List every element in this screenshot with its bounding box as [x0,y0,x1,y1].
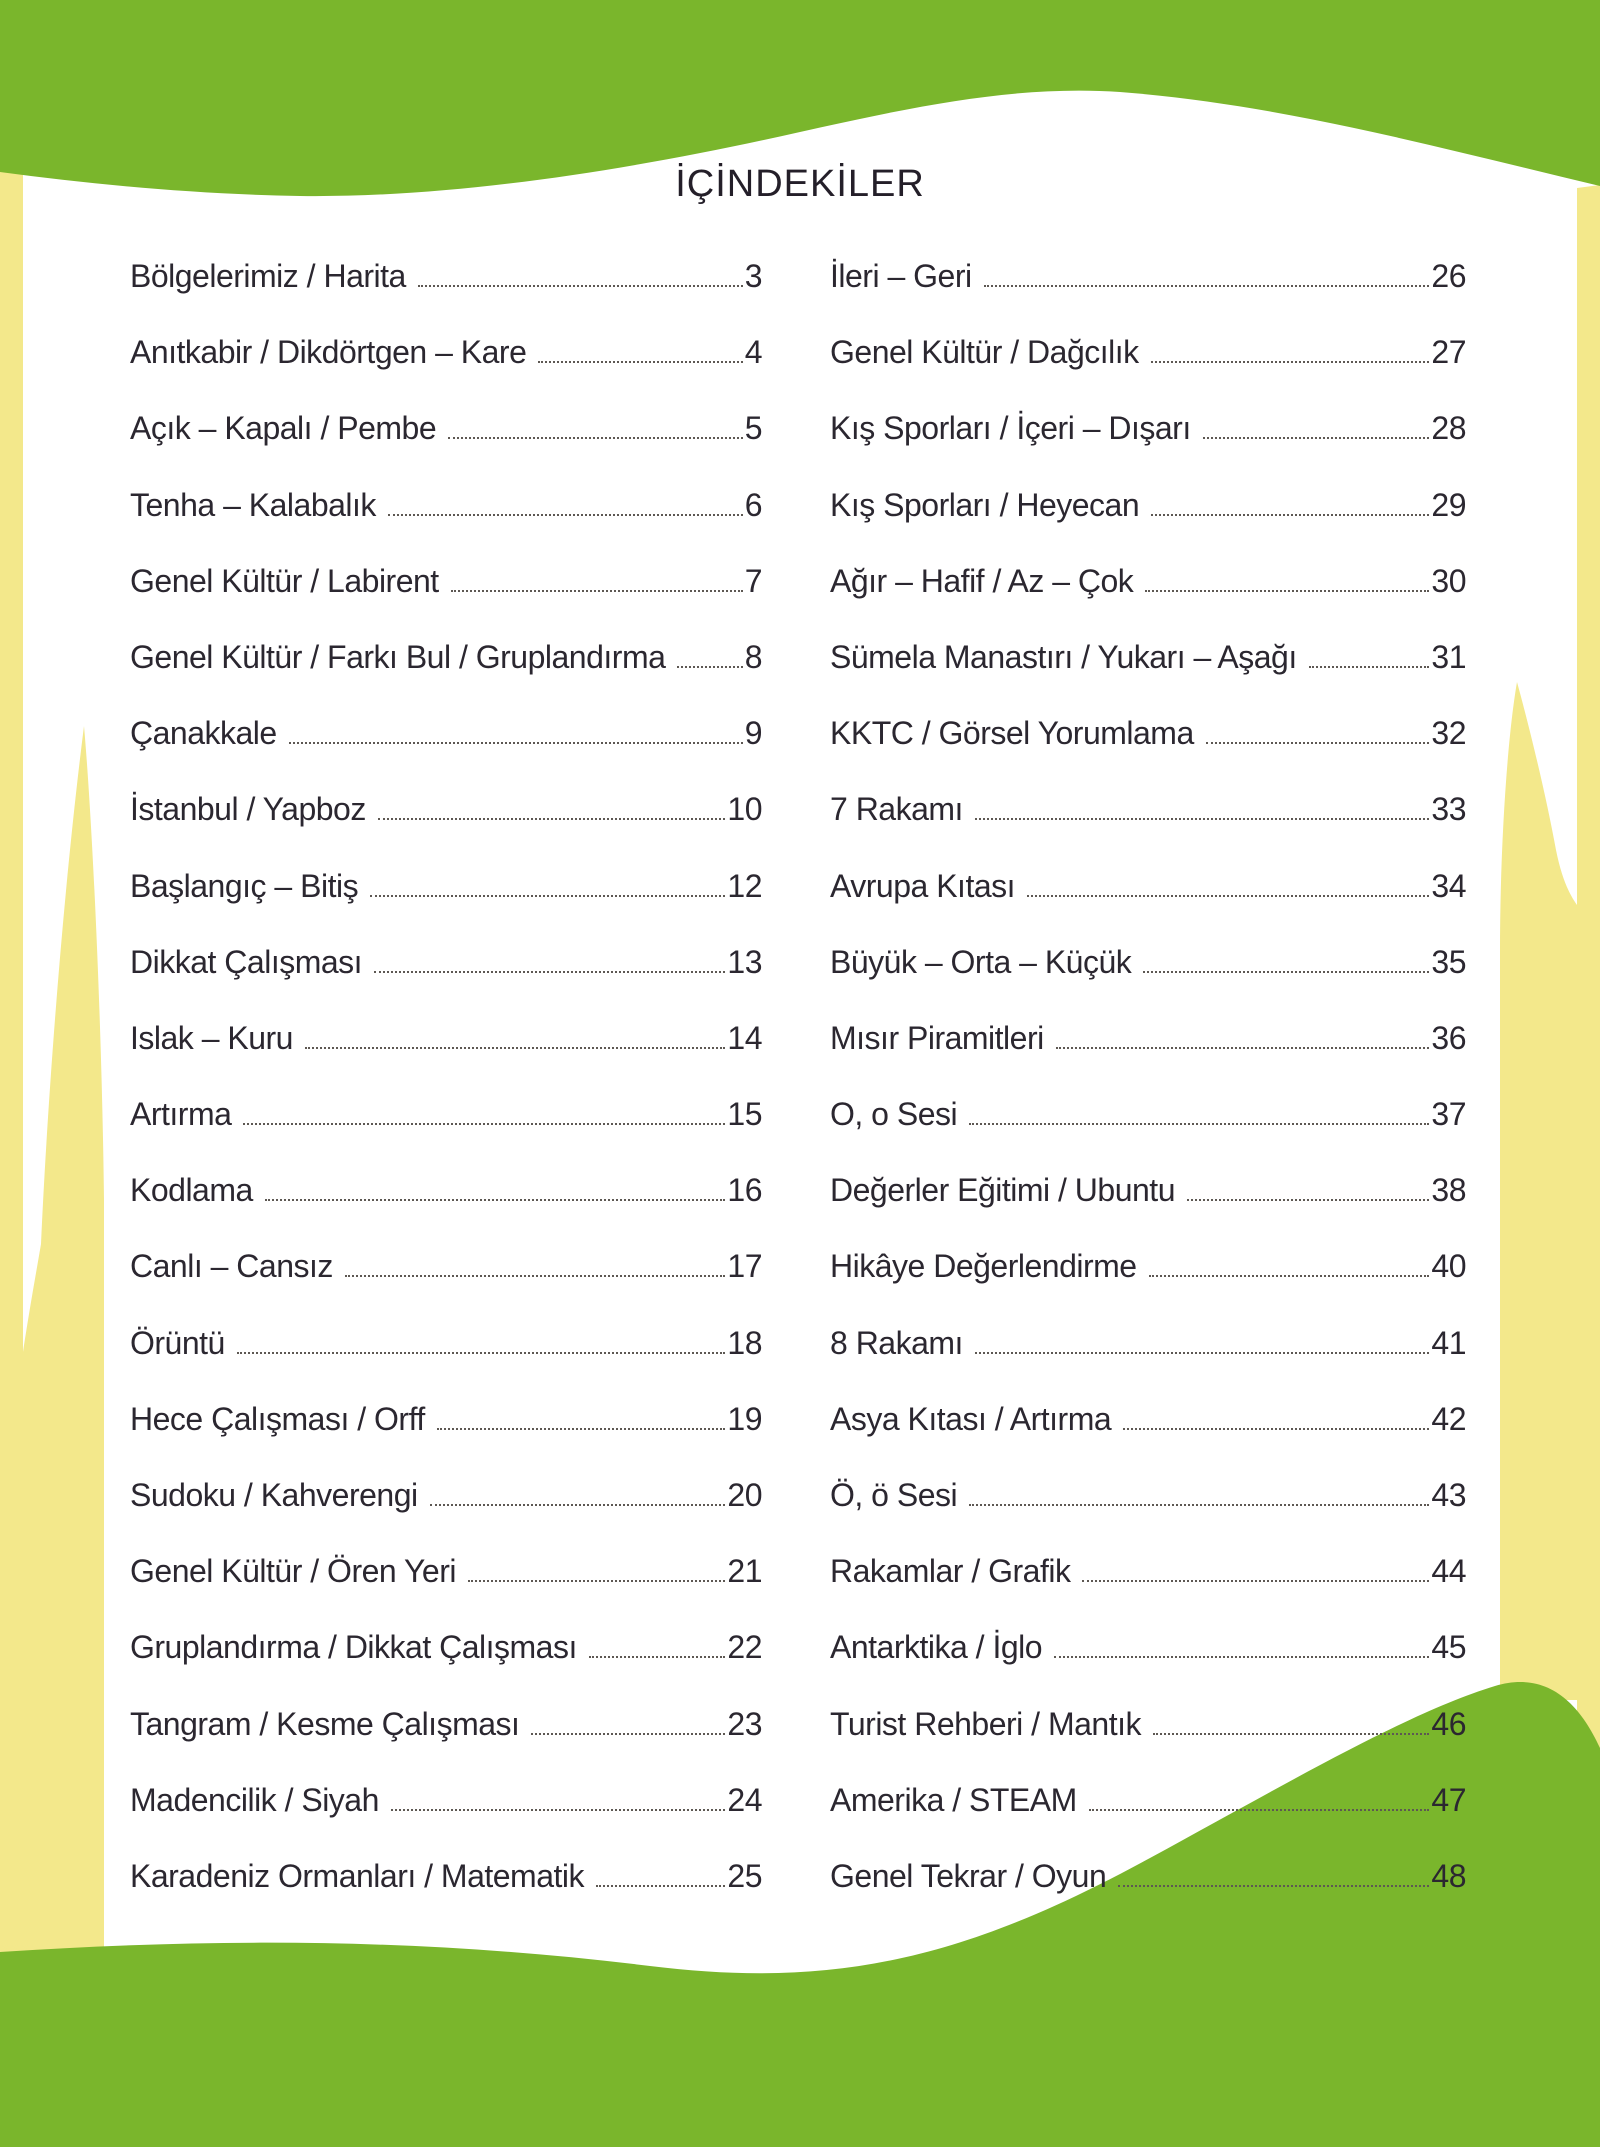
dotted-leader [1143,971,1429,973]
toc-row [830,1770,1466,1846]
dotted-leader [1054,1656,1429,1658]
dotted-leader [1056,1047,1430,1049]
dotted-leader [1153,1733,1429,1735]
dotted-leader [975,1352,1429,1354]
dotted-leader [1145,590,1429,592]
toc-entry-page: 30 [1431,562,1466,599]
toc-row [130,1617,762,1693]
dotted-leader [975,818,1429,820]
toc-row [130,932,762,1008]
toc-row [830,1465,1466,1541]
dotted-leader [345,1275,726,1277]
toc-entry-page: 23 [727,1705,762,1742]
dotted-leader [596,1885,725,1887]
toc-entry-page: 8 [744,638,762,675]
toc-entry-page: 26 [1431,258,1466,294]
dotted-leader [1082,1580,1429,1582]
toc-row [130,398,762,474]
toc-entry-page: 46 [1431,1705,1466,1742]
dotted-leader [1027,895,1429,897]
toc-row [830,1084,1466,1160]
dotted-leader [388,514,743,516]
toc-entry-page: 14 [727,1019,762,1056]
toc-entry-label: Antarktika / İglo [830,1629,1043,1666]
toc-entry-label: Kodlama [130,1172,253,1209]
toc-row [830,932,1466,1008]
dotted-leader [468,1580,725,1582]
toc-entry-label: Kış Sporları / Heyecan [830,486,1140,523]
toc-entry-label: Turist Rehberi / Mantık [830,1705,1141,1742]
dotted-leader [437,1428,726,1430]
toc-entry-label: Ö, ö Sesi [830,1477,958,1513]
dotted-leader [370,895,725,897]
toc-entry-label: Rakamlar / Grafik [830,1553,1071,1590]
toc-row [830,1160,1466,1236]
page-title: İÇİNDEKİLER [675,163,925,205]
toc-entry-label: Genel Kültür / Farkı Bul / Gruplandırma [130,638,666,675]
toc-row [830,779,1466,855]
toc-entry-page: 24 [727,1781,762,1818]
toc-entry-page: 13 [727,943,762,980]
toc-entry-page: 27 [1431,334,1466,371]
toc-row [130,1465,762,1541]
toc-row [130,1389,762,1465]
dotted-leader [677,666,742,668]
toc-entry-page: 29 [1431,486,1466,523]
toc-entry-page: 40 [1431,1248,1466,1285]
dotted-leader [1118,1885,1429,1887]
toc-row [830,1541,1466,1617]
toc-row [130,475,762,551]
toc-entry-label: Asya Kıtası / Artırma [830,1400,1112,1437]
toc-row [830,856,1466,932]
toc-entry-label: Amerika / STEAM [830,1781,1077,1818]
toc-row [830,1694,1466,1770]
toc-entry-label: Genel Kültür / Ören Yeri [130,1553,456,1590]
toc-entry-label: Genel Kültür / Dağcılık [830,334,1139,371]
toc-entry-label: Çanakkale [130,715,277,752]
toc-row [830,322,1466,398]
toc-entry-label: Örüntü [130,1324,225,1361]
toc-entry-page: 12 [727,867,762,904]
toc-entry-page: 18 [727,1324,762,1361]
toc-entry-label: Kış Sporları / İçeri – Dışarı [830,410,1191,447]
toc-entry-label: Avrupa Kıtası [830,867,1016,904]
toc-row [830,1236,1466,1312]
toc-entry-label: Canlı – Cansız [130,1248,333,1285]
toc-row [830,246,1466,322]
toc-entry-label: Tenha – Kalabalık [130,486,376,523]
toc-entry-page: 22 [727,1629,762,1666]
toc-entry-label: KKTC / Görsel Yorumlama [830,715,1194,752]
toc-entry-label: Gruplandırma / Dikkat Çalışması [130,1629,577,1666]
toc-entry-label: Islak – Kuru [130,1019,293,1056]
toc-entry-label: Madencilik / Siyah [130,1781,379,1818]
toc-entry-page: 32 [1431,715,1466,752]
toc-row [130,627,762,703]
toc-row [830,703,1466,779]
toc-entry-label: Büyük – Orta – Küçük [830,943,1132,980]
toc-entry-label: Artırma [130,1096,232,1133]
toc-entry-label: İstanbul / Yapboz [130,791,366,828]
toc-row [130,779,762,855]
toc-entry-page: 38 [1431,1172,1466,1209]
dotted-leader [448,437,743,439]
toc-entry-page: 5 [744,410,762,447]
toc-entry-label: İleri – Geri [830,258,972,294]
toc-row [130,1313,762,1389]
toc-entry-label: Sudoku / Kahverengi [130,1477,418,1513]
toc-entry-page: 16 [727,1172,762,1209]
dotted-leader [289,742,743,744]
toc-column-left [130,246,762,1922]
toc-entry-page: 20 [727,1477,762,1513]
toc-row [830,551,1466,627]
toc-entry-page: 37 [1431,1096,1466,1133]
dotted-leader [1149,1275,1430,1277]
toc-entry-label: Genel Tekrar / Oyun [830,1857,1107,1894]
toc-row [130,1084,762,1160]
toc-row [130,1160,762,1236]
dotted-leader [1187,1199,1429,1201]
toc-row [830,1313,1466,1389]
dotted-leader [538,361,742,363]
toc-row [130,1008,762,1084]
dotted-leader [237,1352,726,1354]
toc-entry-page: 9 [744,715,762,752]
toc-entry-label: Mısır Piramitleri [830,1019,1044,1056]
toc-entry-page: 4 [744,334,762,371]
toc-entry-label: 7 Rakamı [830,791,963,828]
toc-entry-label: Anıtkabir / Dikdörtgen – Kare [130,334,527,371]
toc-entry-page: 34 [1431,867,1466,904]
toc-row [130,1541,762,1617]
toc-entry-page: 35 [1431,943,1466,980]
toc-entry-label: Sümela Manastırı / Yukarı – Aşağı [830,638,1297,675]
toc-row [130,1694,762,1770]
toc-entry-page: 43 [1431,1477,1466,1513]
dotted-leader [1203,437,1430,439]
dotted-leader [451,590,743,592]
toc-row [130,1846,762,1922]
toc-column-right [830,246,1466,1922]
toc-entry-label: Tangram / Kesme Çalışması [130,1705,520,1742]
dotted-leader [1151,361,1430,363]
toc-entry-page: 15 [727,1096,762,1133]
toc-entry-page: 41 [1431,1324,1466,1361]
toc-entry-page: 19 [727,1400,762,1437]
toc-row [830,1008,1466,1084]
dotted-leader [1309,666,1430,668]
dotted-leader [243,1123,725,1125]
toc-entry-page: 3 [744,258,762,294]
toc-entry-page: 10 [727,791,762,828]
toc-row [830,1846,1466,1922]
toc-entry-label: 8 Rakamı [830,1324,963,1361]
dotted-leader [589,1656,726,1658]
toc-entry-page: 17 [727,1248,762,1285]
toc-entry-page: 31 [1431,638,1466,675]
toc-entry-page: 44 [1431,1553,1466,1590]
toc-entry-label: Genel Kültür / Labirent [130,562,439,599]
dotted-leader [1123,1428,1429,1430]
toc-row [130,856,762,932]
toc-entry-label: Ağır – Hafif / Az – Çok [830,562,1134,599]
dotted-leader [378,818,726,820]
toc-row [130,322,762,398]
toc-entry-page: 7 [744,562,762,599]
toc-entry-label: Değerler Eğitimi / Ubuntu [830,1172,1175,1209]
toc-row [830,398,1466,474]
toc-entry-label: Açık – Kapalı / Pembe [130,410,437,447]
dotted-leader [391,1809,726,1811]
toc-entry-label: Hece Çalışması / Orff [130,1400,425,1437]
dotted-leader [265,1199,726,1201]
toc-entry-label: Başlangıç – Bitiş [130,867,359,904]
dotted-leader [305,1047,725,1049]
dotted-leader [984,285,1430,287]
dotted-leader [1151,514,1429,516]
toc-entry-label: O, o Sesi [830,1096,958,1133]
dotted-leader [531,1733,725,1735]
dotted-leader [374,971,725,973]
toc-row [130,246,762,322]
toc-entry-page: 45 [1431,1629,1466,1666]
dotted-leader [1206,742,1430,744]
toc-row [830,1617,1466,1693]
toc-entry-page: 36 [1431,1019,1466,1056]
toc-entry-page: 21 [727,1553,762,1590]
toc-entry-label: Hikâye Değerlendirme [830,1248,1137,1285]
toc-row [830,1389,1466,1465]
toc-entry-label: Karadeniz Ormanları / Matematik [130,1857,584,1894]
dotted-leader [969,1123,1429,1125]
toc-entry-page: 33 [1431,791,1466,828]
toc-row [830,627,1466,703]
toc-entry-page: 42 [1431,1400,1466,1437]
toc-entry-page: 47 [1431,1781,1466,1818]
dotted-leader [1089,1809,1430,1811]
toc-row [130,1770,762,1846]
toc-row [830,475,1466,551]
toc-row [130,1236,762,1312]
toc-entry-label: Bölgelerimiz / Harita [130,258,406,294]
toc-entry-label: Dikkat Çalışması [130,943,363,980]
toc-entry-page: 6 [744,486,762,523]
dotted-leader [430,1504,726,1506]
toc-row [130,551,762,627]
dotted-leader [969,1504,1429,1506]
toc-entry-page: 48 [1431,1857,1466,1894]
dotted-leader [418,285,743,287]
toc-row [130,703,762,779]
toc-entry-page: 25 [727,1857,762,1894]
toc-entry-page: 28 [1431,410,1466,447]
